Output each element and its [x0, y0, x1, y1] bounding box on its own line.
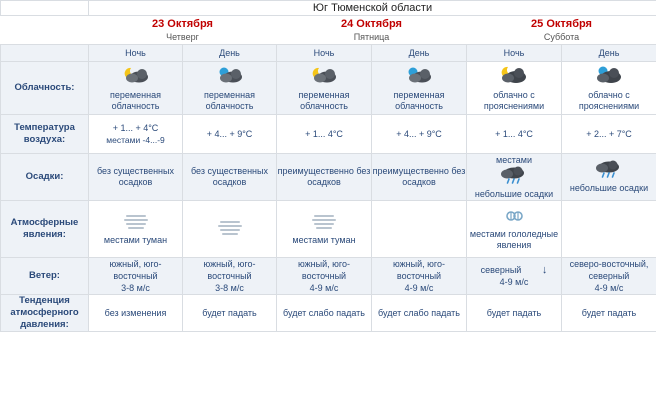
daypart-5: День [562, 45, 656, 62]
temperature-main-0: + 1... + 4°C [112, 123, 159, 133]
pressure-text-1: будет падать [202, 307, 257, 318]
pressure-cell-4 [467, 295, 562, 332]
fog-icon [89, 212, 182, 233]
wind-direction-4 [467, 264, 561, 276]
temperature-main-3: + 4... + 9°C [396, 129, 442, 139]
wind-direction-3: южный, юго-восточный [393, 259, 445, 281]
row-label-pressure: Тенденция атмосферного давления: [1, 295, 89, 332]
wind-cell-1 [183, 258, 277, 295]
cloudiness-cell-1 [183, 62, 277, 115]
wind-direction-0: южный, юго-восточный [109, 259, 162, 281]
temperature-cell-4 [467, 115, 562, 154]
cloudiness-cell-2 [277, 62, 372, 115]
cloudiness-text-0: переменная облачность [110, 89, 161, 111]
temperature-cell-5 [562, 115, 656, 154]
cloudiness-text-3: переменная облачность [393, 89, 445, 111]
row-precipitation [1, 154, 656, 201]
pressure-cell-3 [372, 295, 467, 332]
day-partly-cloudy-icon [183, 65, 276, 88]
rain-cloud-icon [562, 160, 656, 181]
phenomena-cell-2 [277, 201, 372, 258]
cloudiness-cell-3 [372, 62, 467, 115]
pressure-text-4: будет падать [486, 307, 542, 318]
wind-cell-0 [89, 258, 183, 295]
wind-cell-2 [277, 258, 372, 295]
fog-icon [277, 212, 371, 233]
cloudiness-text-4: облачно с прояснениями [483, 89, 545, 111]
wind-arrow-icon: ↓ [541, 264, 548, 276]
precipitation-cell-2 [277, 154, 372, 201]
cloudy-day-icon [562, 65, 656, 88]
temperature-cell-3 [372, 115, 467, 154]
phenomena-cell-4 [467, 201, 562, 258]
pressure-cell-2 [277, 295, 372, 332]
temperature-cell-0 [89, 115, 183, 154]
cloudiness-cell-5 [562, 62, 656, 115]
temperature-main-5: + 2... + 7°C [586, 129, 632, 139]
precipitation-prefix-4: местами [496, 155, 532, 165]
row-temperature [1, 115, 656, 154]
row-label-phenomena: Атмосферные явления: [1, 201, 89, 258]
day-weekday-1: Четверг [166, 31, 199, 42]
precipitation-text-2: преимущественно без осадков [277, 166, 371, 187]
daypart-1: День [183, 45, 277, 62]
wind-speed-2: 4-9 м/с [309, 283, 339, 293]
phenomena-text-4: местами гололедные явления [469, 228, 559, 250]
ice-icon [467, 208, 561, 227]
pressure-cell-5 [562, 295, 656, 332]
phenomena-cell-3 [372, 201, 467, 258]
wind-direction-1: южный, юго-восточный [203, 259, 256, 281]
daypart-row [1, 45, 656, 62]
phenomena-cell-5 [562, 201, 656, 258]
temperature-main-2: + 1... 4°C [305, 129, 343, 139]
row-label-cloudiness: Облачность: [1, 62, 89, 115]
pressure-cell-0 [89, 295, 183, 332]
pressure-cell-1 [183, 295, 277, 332]
wind-direction-5: северо-восточный, северный [569, 259, 649, 281]
wind-cell-4 [467, 258, 562, 295]
precipitation-text-4: небольшие осадки [474, 189, 554, 199]
day-date-2: 24 Октября [341, 17, 402, 30]
precipitation-cell-3 [372, 154, 467, 201]
date-row [1, 16, 656, 45]
temperature-cell-1 [183, 115, 277, 154]
pressure-text-0: без изменения [104, 307, 167, 318]
wind-speed-3: 4-9 м/с [404, 283, 434, 293]
cloudiness-cell-0 [89, 62, 183, 115]
phenomena-cell-1 [183, 201, 277, 258]
day-header-1 [89, 16, 277, 45]
precipitation-text-0: без существенных осадков [96, 166, 174, 187]
fog-icon [183, 218, 276, 239]
precipitation-text-5: небольшие осадки [569, 183, 649, 193]
cloudy-night-icon [467, 65, 561, 88]
day-weekday-3: Суббота [543, 31, 580, 42]
precipitation-cell-0 [89, 154, 183, 201]
wind-speed-1: 3-8 м/с [215, 283, 244, 293]
phenomena-text-0: местами туман [103, 235, 168, 245]
cloudiness-text-2: переменная облачность [298, 89, 350, 111]
row-phenomena [1, 201, 656, 258]
precipitation-cell-4 [467, 154, 562, 201]
title-spacer [1, 1, 89, 16]
phenomena-cell-0 [89, 201, 183, 258]
row-label-wind: Ветер: [1, 258, 89, 295]
night-partly-cloudy-icon [89, 65, 182, 88]
row-label-temperature: Температура воздуха: [1, 115, 89, 154]
temperature-main-4: + 1... 4°C [495, 129, 533, 139]
temperature-extra-0: местами -4...-9 [106, 135, 165, 145]
title-row [1, 1, 656, 16]
row-wind [1, 258, 656, 295]
rain-cloud-icon [467, 166, 561, 187]
temperature-cell-2 [277, 115, 372, 154]
wind-speed-5: 4-9 м/с [594, 283, 624, 293]
row-pressure [1, 295, 656, 332]
precipitation-cell-5 [562, 154, 656, 201]
cloudiness-text-1: переменная облачность [204, 89, 255, 111]
day-date-1: 23 Октября [152, 17, 213, 30]
pressure-text-3: будет слабо падать [378, 307, 460, 318]
phenomena-text-2: местами туман [292, 235, 356, 245]
night-partly-cloudy-icon [277, 65, 371, 88]
pressure-text-5: будет падать [581, 307, 637, 318]
precipitation-cell-1 [183, 154, 277, 201]
day-date-3: 25 Октября [531, 17, 592, 30]
page-title: Юг Тюменской области [89, 1, 656, 16]
row-cloudiness [1, 62, 656, 115]
wind-speed-0: 3-8 м/с [121, 283, 150, 293]
daypart-0: Ночь [89, 45, 183, 62]
cloudiness-cell-4 [467, 62, 562, 115]
wind-direction-2: южный, юго-восточный [298, 259, 350, 281]
daypart-3: День [372, 45, 467, 62]
day-weekday-2: Пятница [353, 31, 390, 42]
wind-speed-4: 4-9 м/с [499, 277, 529, 287]
cloudiness-text-5: облачно с прояснениями [578, 89, 640, 111]
precipitation-text-3: преимущественно без осадков [372, 166, 466, 187]
date-spacer [1, 16, 89, 45]
pressure-text-2: будет слабо падать [283, 307, 365, 318]
temperature-main-1: + 4... + 9°C [206, 129, 253, 139]
daypart-label-spacer [1, 45, 89, 62]
daypart-4: Ночь [467, 45, 562, 62]
row-label-precipitation: Осадки: [1, 154, 89, 201]
wind-cell-3 [372, 258, 467, 295]
daypart-2: Ночь [277, 45, 372, 62]
day-partly-cloudy-icon [372, 65, 466, 88]
day-header-3 [467, 16, 656, 45]
precipitation-text-1: без существенных осадков [190, 166, 268, 187]
wind-cell-5 [562, 258, 656, 295]
wind-direction-text-4: северный [480, 265, 522, 275]
day-header-2 [277, 16, 467, 45]
